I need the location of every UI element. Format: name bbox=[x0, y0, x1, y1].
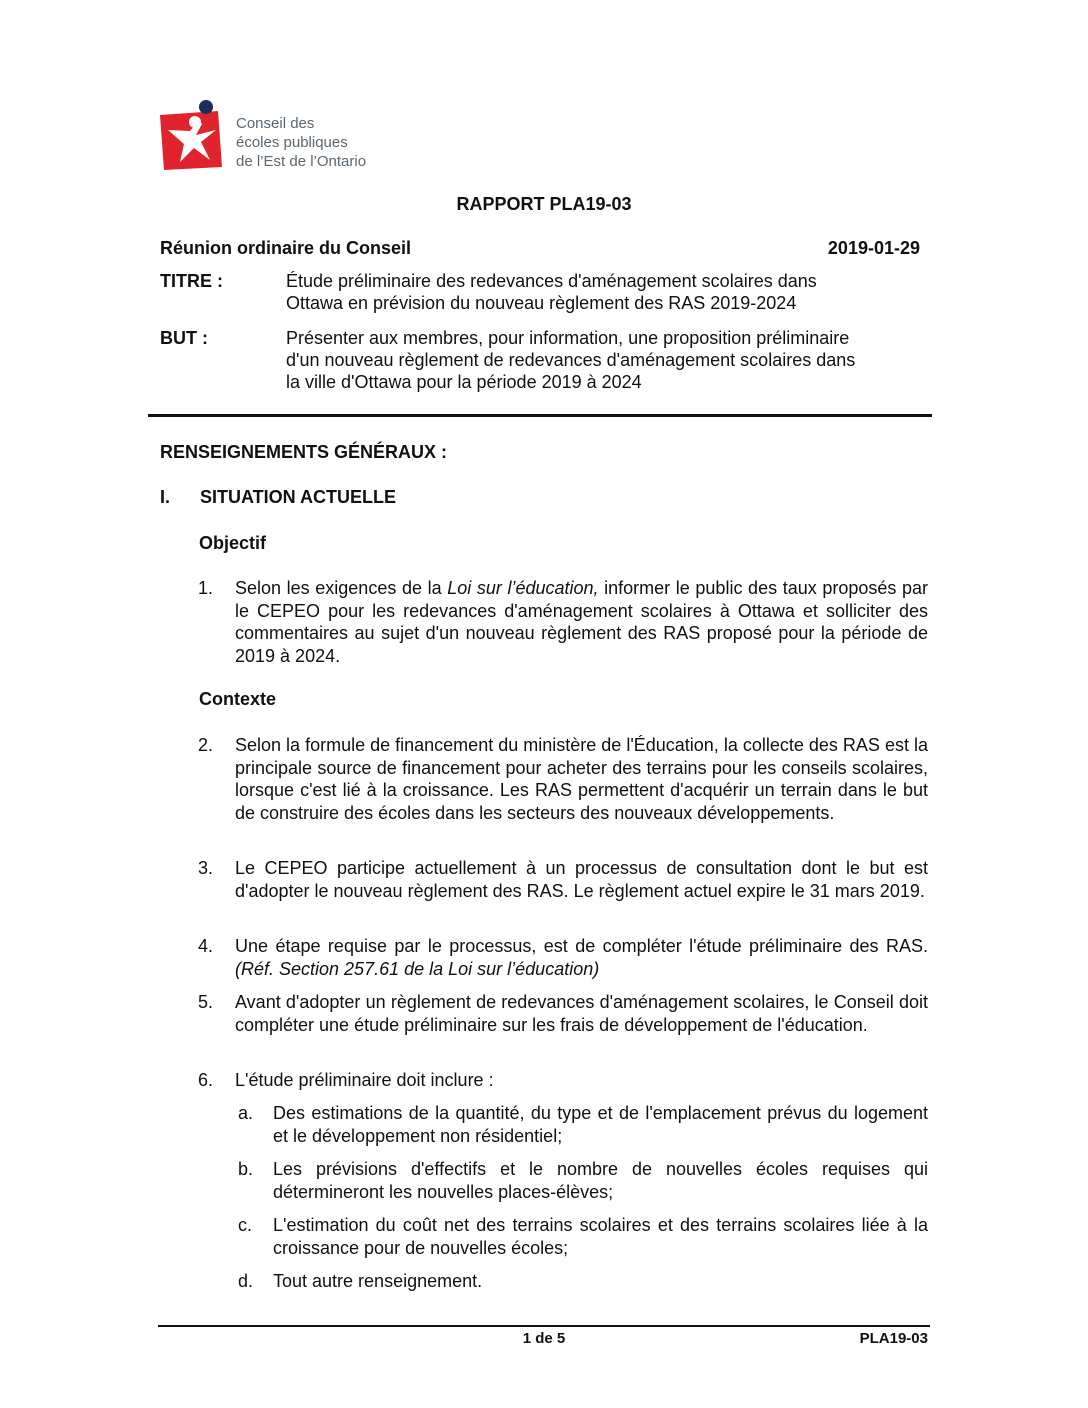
item-number: 4. bbox=[198, 936, 214, 956]
section-title: SITUATION ACTUELLE bbox=[200, 487, 396, 507]
report-title: RAPPORT PLA19-03 bbox=[456, 194, 632, 214]
item-number: 3. bbox=[198, 858, 214, 878]
footer-report-code: PLA19-03 bbox=[859, 1330, 928, 1347]
item-text-part: Une étape requise par le processus, est de compléter l'étude préliminaire des RAS. bbox=[235, 936, 928, 956]
logo-line: écoles publiques bbox=[236, 134, 348, 151]
sub-item-letter: d. bbox=[238, 1271, 254, 1291]
but-line: Présenter aux membres, pour information, une proposition préliminaire bbox=[286, 328, 850, 348]
but-label: BUT : bbox=[160, 328, 208, 348]
meeting-date: 2019-01-29 bbox=[827, 238, 920, 258]
meeting-row bbox=[160, 238, 920, 259]
item-text bbox=[235, 577, 928, 667]
law-reference: (Réf. Section 257.61 de la Loi sur l’éducation) bbox=[235, 958, 600, 979]
titre-value bbox=[286, 270, 926, 314]
header-divider bbox=[148, 414, 932, 417]
logo-line: Conseil des bbox=[236, 115, 315, 132]
item-text: Avant d'adopter un règlement de redevances d'aménagement scolaires, le Conseil doit compléter une étude préliminaire sur les frais de développement de l'éducation. bbox=[235, 992, 928, 1035]
item-text: L'étude préliminaire doit inclure : bbox=[235, 1070, 494, 1090]
logo-text bbox=[236, 114, 366, 171]
sub-item-text: Les prévisions d'effectifs et le nombre de nouvelles écoles requises qui détermineront les nouvelles places-élèves; bbox=[273, 1159, 928, 1202]
sub-item-text: Tout autre renseignement. bbox=[273, 1271, 483, 1291]
titre-line: Étude préliminaire des redevances d'aménagement scolaires dans bbox=[286, 271, 817, 291]
cepeo-logo bbox=[158, 100, 418, 174]
item-text: Le CEPEO participe actuellement à un processus de consultation dont le but est d'adopter le nouveau règlement des RAS. Le règlement actuel expire le 31 mars 2019. bbox=[235, 858, 928, 901]
meeting-label: Réunion ordinaire du Conseil bbox=[160, 238, 412, 258]
sub-item-text: L'estimation du coût net des terrains scolaires et des terrains scolaires liée à la croissance pour de nouvelles écoles; bbox=[273, 1215, 928, 1258]
sub-item-letter: c. bbox=[238, 1215, 253, 1235]
footer-divider bbox=[158, 1325, 930, 1327]
item-text-part: Selon les exigences de la bbox=[235, 578, 448, 598]
item-text: Selon la formule de financement du ministère de l'Éducation, la collecte des RAS est la principale source de financement pour acheter des terrains pour les conseils scolaires, lorsque c'est lié à la croissance. Les RAS permettent d'acquérir un terrain dans le but de construire des écoles dans les secteurs des nouveaux développements. bbox=[235, 735, 928, 823]
contexte-heading: Contexte bbox=[199, 689, 277, 709]
sub-item-letter: a. bbox=[238, 1103, 254, 1123]
star-figure-icon bbox=[158, 100, 232, 174]
logo-line: de l’Est de l’Ontario bbox=[236, 153, 367, 170]
page-number: 1 de 5 bbox=[522, 1330, 566, 1347]
sub-item-letter: b. bbox=[238, 1159, 254, 1179]
item-number: 1. bbox=[198, 578, 214, 598]
objectif-heading: Objectif bbox=[199, 533, 267, 553]
item-text bbox=[235, 935, 928, 980]
but-line: d'un nouveau règlement de redevances d'aménagement scolaires dans bbox=[286, 350, 856, 370]
section-number: I. bbox=[160, 487, 171, 507]
titre-line: Ottawa en prévision du nouveau règlement des RAS 2019-2024 bbox=[286, 293, 797, 313]
item-text-part: informer le public des taux proposés par le CEPEO pour les redevances d'aménagement scolaires à Ottawa et solliciter des commentaires au sujet d'un nouveau règlement des RAS proposé pour la période de 2019 à 2024. bbox=[235, 578, 929, 666]
item-number: 6. bbox=[198, 1070, 214, 1090]
section-heading: RENSEIGNEMENTS GÉNÉRAUX : bbox=[160, 442, 448, 462]
titre-label: TITRE : bbox=[160, 271, 223, 291]
item-number: 2. bbox=[198, 735, 214, 755]
sub-item-text: Des estimations de la quantité, du type et de l'emplacement prévus du logement et le développement non résidentiel; bbox=[273, 1103, 928, 1146]
but-line: la ville d'Ottawa pour la période 2019 à 2024 bbox=[286, 372, 642, 392]
but-value bbox=[286, 327, 926, 393]
law-title: Loi sur l’éducation, bbox=[447, 578, 599, 598]
item-number: 5. bbox=[198, 992, 214, 1012]
